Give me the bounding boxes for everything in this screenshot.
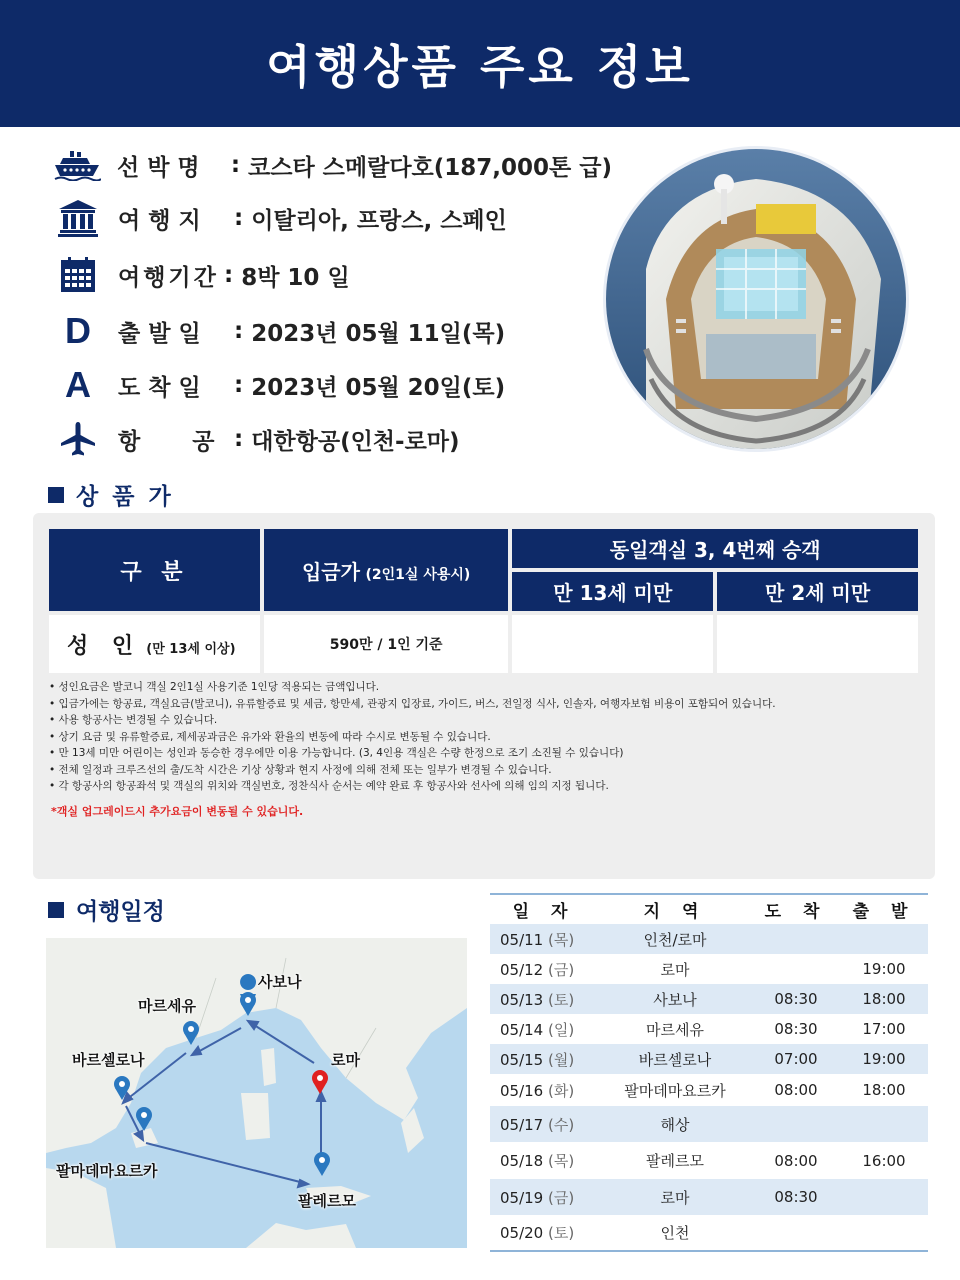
info-label: 항 공 (118, 428, 215, 455)
table-row: 05/12 (금) 로마 19:00 (500, 960, 906, 979)
table-row: 05/11 (목) 인천/로마 (490, 924, 928, 954)
note-item: • 만 13세 미만 어린이는 성인과 동승한 경우에만 이용 가능합니다. (3, 4인용 객실은 수량 한정으로 조기 소진될 수 있습니다) (49, 745, 929, 762)
map-label-barcelona: 바르셀로나 (72, 1051, 145, 1069)
itinerary-section-title: 여행일정 (48, 893, 165, 926)
info-row-destination: 여 행 지 : 이탈리아, 프랑스, 스페인 (52, 190, 612, 246)
info-row-ship: 선 박 명 : 코스타 스메랄다호(187,000톤 급) (52, 140, 612, 190)
table-row: 05/18 (목) 팔레르모 08:00 16:00 (500, 1151, 906, 1170)
row-under2-price (717, 615, 918, 673)
info-label: 선 박 명 (116, 154, 200, 181)
price-box (33, 513, 935, 879)
col-date: 일 자 (490, 894, 598, 924)
airline-value: 대한항공(인천-로마) (251, 428, 460, 455)
map-label-palermo: 팔레르모 (298, 1192, 356, 1210)
map-pin-palermo-icon (314, 1152, 330, 1176)
note-item: • 상기 요금 및 유류할증료, 제세공과금은 유가와 환율의 변동에 따라 수시로 변동될 수 있습니다. (49, 729, 929, 746)
title-banner (0, 0, 960, 127)
map-label-savona: 사보나 (258, 973, 302, 991)
info-label: 도 착 일 (118, 374, 201, 401)
col-arrive: 도 착 (752, 894, 840, 924)
airplane-icon (52, 419, 104, 459)
route-map (46, 938, 467, 1248)
info-row-arrival: A 도 착 일 : 2023년 05월 20일(토) (52, 358, 612, 412)
map-pin-rome-icon (312, 1070, 328, 1094)
header-under2: 만 2세 미만 (717, 572, 918, 611)
col-depart: 출 발 (840, 894, 928, 924)
section-square-icon (48, 902, 64, 918)
itinerary-table (490, 893, 928, 1252)
info-label: 여 행 지 (118, 207, 201, 234)
info-row-duration: 여행기간 : 8박 10 일 (52, 246, 612, 304)
calendar-icon (52, 255, 104, 295)
cruise-ship-photo (603, 146, 909, 452)
info-row-departure: D 출 발 일 : 2023년 05월 11일(목) (52, 304, 612, 358)
arrival-a-icon: A (65, 364, 91, 405)
row-under13-price (512, 615, 713, 673)
price-notes (49, 679, 929, 795)
info-label: 출 발 일 (118, 320, 201, 347)
destination-value: 이탈리아, 프랑스, 스페인 (251, 207, 507, 234)
duration-value: 8박 10 일 (241, 264, 350, 291)
page-title: 여행상품 주요 정보 (266, 39, 694, 94)
note-item: • 각 항공사의 항공좌석 및 객실의 위치와 객실번호, 정찬식사 순서는 예약 완료 후 항공사와 선사에 의해 임의 지정 됩니다. (49, 778, 929, 795)
table-row: 05/20 (토) 인천 (490, 1215, 928, 1251)
header-extra-guests: 동일객실 3, 4번째 승객 (512, 529, 918, 568)
header-under13: 만 13세 미만 (512, 572, 713, 611)
upgrade-warning: *객실 업그레이드시 추가요금이 변동될 수 있습니다. (51, 805, 304, 818)
info-label: 여행기간 (118, 264, 219, 291)
trip-info (52, 140, 612, 466)
note-item: • 성인요금은 발코니 객실 2인1실 사용기준 1인당 적용되는 금액입니다. (49, 679, 929, 696)
header-deposit: 입금가 (2인1실 사용시) (264, 529, 509, 611)
map-label-rome: 로마 (331, 1051, 360, 1069)
table-row: 05/13 (토) 사보나 08:30 18:00 (490, 984, 928, 1014)
section-square-icon (48, 487, 64, 503)
departure-date: 2023년 05월 11일(목) (251, 320, 506, 347)
map-pin-palma-icon (136, 1107, 152, 1131)
note-item: • 전체 일정과 크루즈선의 출/도착 시간은 기상 상황과 현지 사정에 의해 전체 또는 일부가 변경될 수 있습니다. (49, 762, 929, 779)
price-section-title: 상 품 가 (48, 478, 174, 511)
map-label-palma: 팔마데마요르카 (56, 1162, 158, 1180)
table-row: 05/15 (월) 바르셀로나 07:00 19:00 (490, 1044, 928, 1074)
landmark-icon (52, 198, 104, 238)
col-place: 지 역 (598, 894, 752, 924)
header-category: 구 분 (49, 529, 260, 611)
map-label-marseille: 마르세유 (138, 997, 196, 1015)
table-row: 05/16 (화) 팔마데마요르카 08:00 18:00 (500, 1081, 906, 1100)
arrival-date: 2023년 05월 20일(토) (251, 374, 506, 401)
note-item: • 입금가에는 항공료, 객실요금(발코니), 유류할증료 및 세금, 항만세, 관광지 입장료, 가이드, 버스, 전일정 식사, 인솔자, 여행자보험 비용이 포함되어 있습니다. (49, 696, 929, 713)
price-table (45, 525, 922, 677)
note-item: • 사용 항공사는 변경될 수 있습니다. (49, 712, 929, 729)
row-category: 성 인 (만 13세 이상) (49, 615, 260, 673)
ship-name: 코스타 스메랄다호(187,000톤 급) (248, 154, 612, 181)
cruise-ship-icon (52, 145, 103, 185)
table-row: 05/19 (금) 로마 08:30 (490, 1179, 928, 1215)
table-row: 05/17 (수) 해상 (490, 1106, 928, 1142)
row-deposit-price: 590만 / 1인 기준 (264, 615, 509, 673)
info-row-airline: 항 공 : 대한항공(인천-로마) (52, 412, 612, 466)
table-row: 05/14 (일) 마르세유 08:30 17:00 (500, 1020, 906, 1039)
departure-d-icon: D (65, 310, 91, 351)
